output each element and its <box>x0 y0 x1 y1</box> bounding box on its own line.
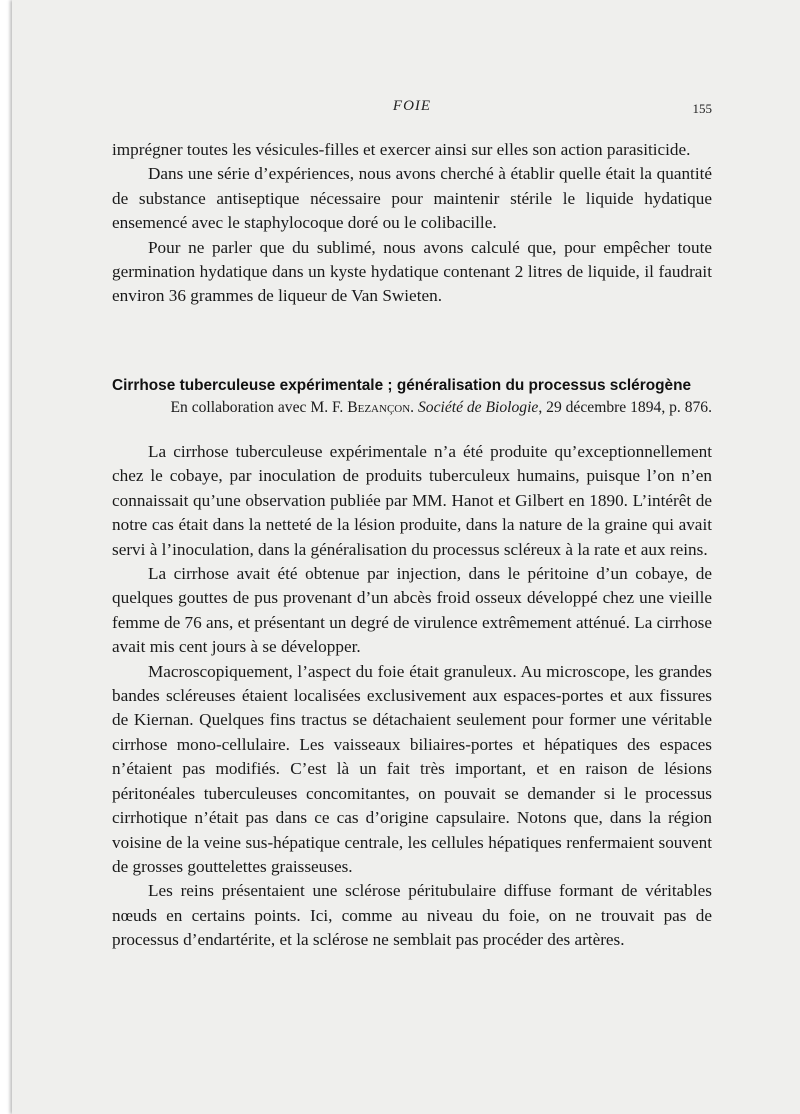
citation-prefix: En collaboration avec M. F. <box>170 399 348 416</box>
paragraph: Les reins présentaient une sclérose péritubulaire diffuse formant de véritables nœuds en certains points. Ici, comme au niveau du foie, on ne trouvait pas de processus d’endartérite, et la sclérose ne semblait pas procéder des artères. <box>112 881 712 950</box>
paragraph: Pour ne parler que du sublimé, nous avons calculé que, pour empêcher toute germination hydatique dans un kyste hydatique contenant 2 litres de liquide, il faudrait environ 36 grammes de liqueur de Van Swieten. <box>112 237 712 306</box>
paragraph-continuation: imprégner toutes les vésicules-filles et exercer ainsi sur elles son action parasiticide. <box>112 140 691 159</box>
top-text-block <box>112 138 712 309</box>
citation-journal: Société de Biologie <box>417 399 539 416</box>
paragraph: La cirrhose tuberculeuse expérimentale n’a été produite qu’exceptionnellement chez le cobaye, par inoculation de produits tuberculeux humains, puisque l’on n’en connaissait qu’une observation publiée par MM. Hanot et Gilbert en 1890. L’intérêt de notre cas était dans la netteté de la lésion produite, dans la nature de la graine qui avait servi à l’inoculation, dans la généralisation du processus scléreux à la rate et aux reins. <box>112 442 712 559</box>
page-header <box>112 98 712 122</box>
main-text-block <box>112 440 712 953</box>
citation-separator: . <box>410 399 418 416</box>
paragraph: Macroscopiquement, l’aspect du foie était granuleux. Au microscope, les grandes bandes scléreuses étaient localisées exclusivement aux espaces-portes et aux fissures de Kiernan. Quelques fins tractus se détachaient seulement pour former une véritable cirrhose mono-cellulaire. Les vaisseaux biliaires-portes et hépatiques des espaces n’étaient pas modifiés. C’est là un fait très important, et en raison de lésions péritonéales tuberculeuses concomitantes, on pouvait se demander si le processus cirrhotique n’était pas dans ce cas d’origine capsulaire. Notons que, dans la région voisine de la veine sus-hépatique centrale, les cellules hépatiques renfermaient souvent de grosses gouttelettes graisseuses. <box>112 661 712 876</box>
citation-line <box>112 398 712 418</box>
citation-author: Bezançon <box>347 399 411 416</box>
citation-date: , 29 décembre 1894, p. 876. <box>538 399 712 416</box>
running-title: FOIE <box>392 98 432 114</box>
page-number: 155 <box>692 101 712 116</box>
paragraph: Dans une série d’expériences, nous avons cherché à établir quelle était la quantité de substance antiseptique nécessaire pour maintenir stérile le liquide hydatique ensemencé avec le staphylocoque doré ou le colibacille. <box>112 164 712 233</box>
paragraph: La cirrhose avait été obtenue par injection, dans le péritoine d’un cobaye, de quelques gouttes de pus provenant d’un abcès froid osseux développé chez une vieille femme de 76 ans, et présentant un degré de virulence extrêmement atténué. La cirrhose avait mis cent jours à se développer. <box>112 564 712 657</box>
section-heading: Cirrhose tuberculeuse expérimentale ; généralisation du processus sclérogène <box>112 377 692 394</box>
